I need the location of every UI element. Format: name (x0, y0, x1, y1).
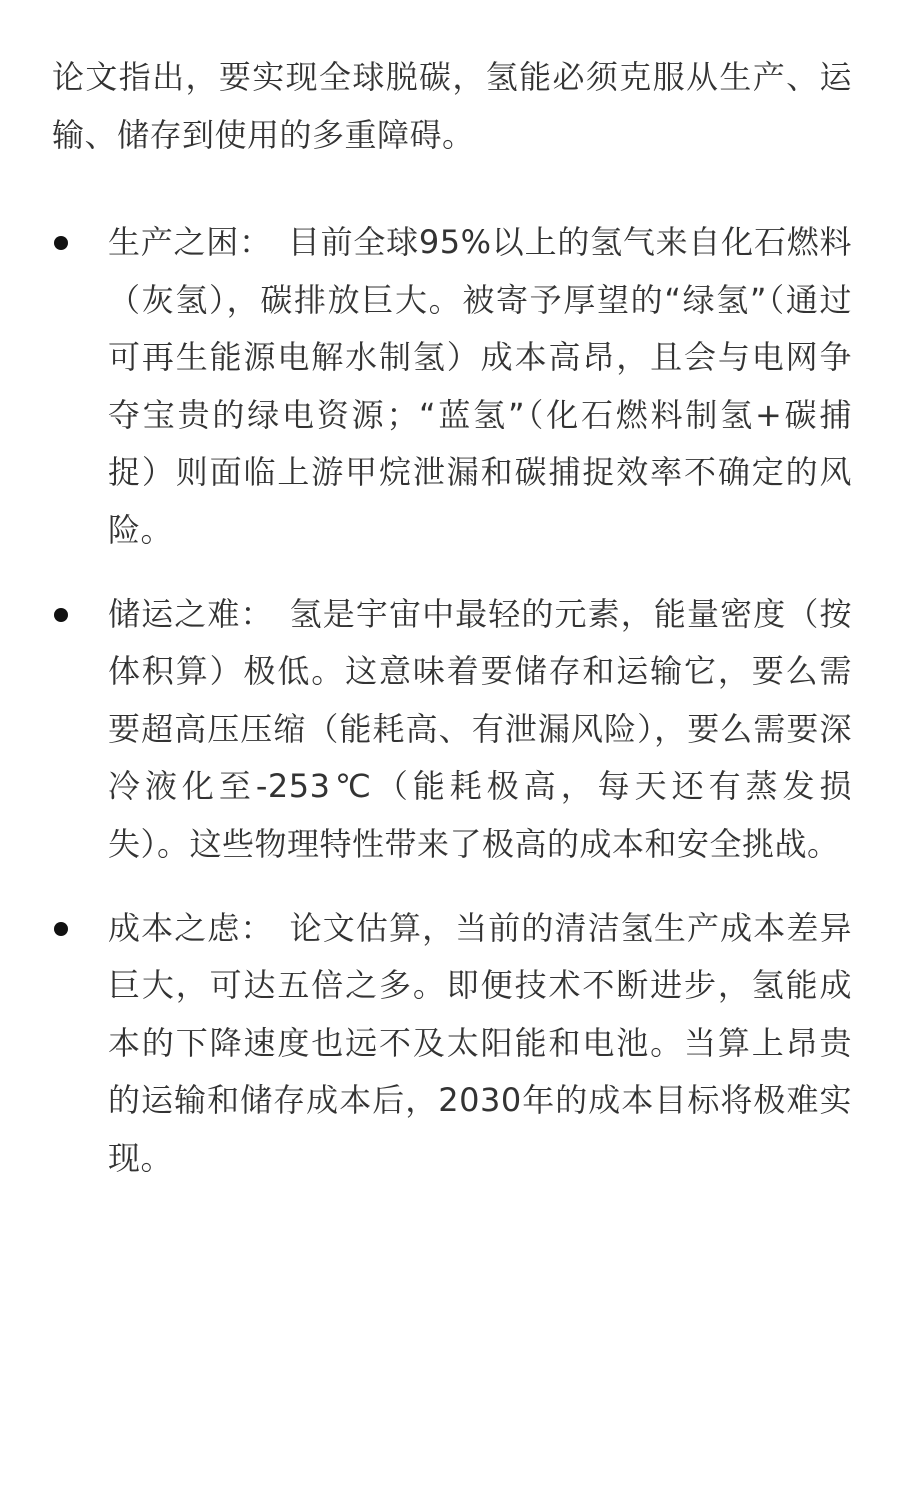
list-item-production (52, 214, 852, 560)
list-item-text: 论文估算，当前的清洁氢生产成本差异巨大，可达五倍之多。即便技术不断进步，氢能成本的下降速度也远不及太阳能和电池。当算上昂贵的运输和储存成本后，2030年的成本目标将极难实现。 (108, 908, 852, 1177)
list-item-storage-transport (52, 586, 852, 874)
list-item-text: 目前全球95%以上的氢气来自化石燃料（灰氢），碳排放巨大。被寄予厚望的“绿氢”（通过可再生能源电解水制氢）成本高昂，且会与电网争夺宝贵的绿电资源；“蓝氢”（化石燃料制氢+碳捕捉）则面临上游甲烷泄漏和碳捕捉效率不确定的风险。 (108, 223, 852, 549)
list-item-cost (52, 900, 852, 1188)
barrier-list (52, 214, 852, 1188)
bullet-dot-icon (54, 922, 68, 936)
list-item-heading: 生产之困： (108, 223, 272, 261)
list-item-heading: 储运之难： (108, 594, 274, 633)
intro-paragraph: 论文指出，要实现全球脱碳，氢能必须克服从生产、运输、储存到使用的多重障碍。 (52, 58, 852, 154)
list-item-text: 氢是宇宙中最轻的元素，能量密度（按体积算）极低。这意味着要储存和运输它，要么需要超高压压缩（能耗高、有泄漏风险），要么需要深冷液化至-253℃（能耗极高，每天还有蒸发损失）。这些物理特性带来了极高的成本和安全挑战。 (108, 594, 852, 863)
bullet-dot-icon (54, 236, 68, 250)
bullet-dot-icon (54, 608, 68, 622)
article-body (52, 48, 852, 1214)
list-item-heading: 成本之虑： (108, 908, 274, 947)
